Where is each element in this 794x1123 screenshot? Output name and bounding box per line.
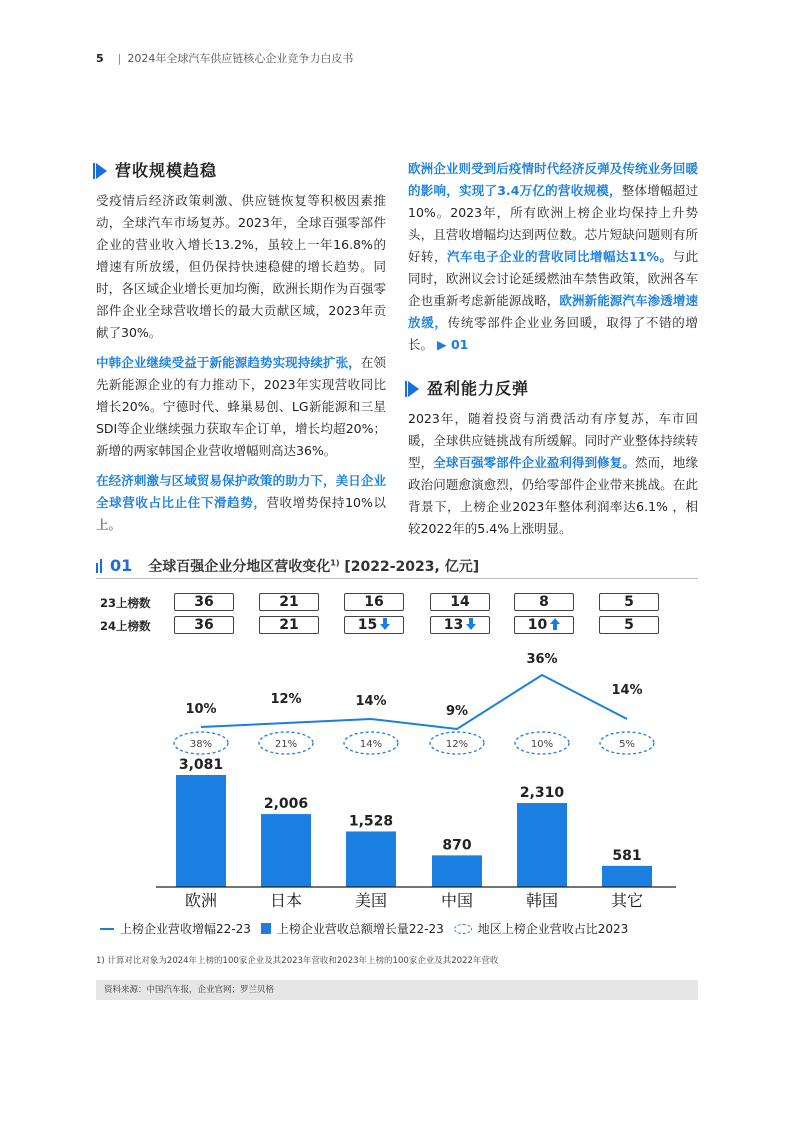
right-column xyxy=(408,158,698,548)
highlight-text: 汽车电子企业的营收同比增幅达11%。 xyxy=(447,249,673,264)
bar-value-label: 2,310 xyxy=(519,785,565,802)
count-box-23: 5 xyxy=(599,593,659,611)
bar xyxy=(602,866,652,887)
body-text: 整体增幅超过10%。2023年，所有欧洲上榜企业均保持上升势头，且营收增幅均达到两位数。芯片短缺问题则有所好转， xyxy=(408,183,698,264)
section-heading-profit xyxy=(408,378,698,400)
count-box-23: 21 xyxy=(259,593,319,611)
heading-marker-icon xyxy=(96,163,107,179)
share-label: 12% xyxy=(445,739,469,750)
count-box-24: 15 xyxy=(344,616,404,634)
body-text: 2023年，随着投资与消费活动有序复苏，车市回暖，全球供应链挑战有所缓解。同时产业整体持续转型， xyxy=(408,411,698,470)
paragraph xyxy=(96,352,386,462)
body-text: 传统零部件企业业务回暖，取得了不错的增长。 xyxy=(408,315,698,352)
bar xyxy=(261,814,311,887)
paragraph xyxy=(408,408,698,540)
share-label: 38% xyxy=(189,739,213,750)
legend-label: 地区上榜企业营收占比2023 xyxy=(477,922,629,936)
legend-item-line xyxy=(100,920,251,937)
category-label: 日本 xyxy=(269,891,303,910)
legend-item-bar xyxy=(261,920,444,937)
count-box-23: 16 xyxy=(344,593,404,611)
count-box-24: 21 xyxy=(259,616,319,634)
growth-label: 36% xyxy=(526,652,558,667)
bar-value-label: 870 xyxy=(442,837,472,854)
revenue-chart xyxy=(96,645,698,917)
header-separator: | xyxy=(117,52,122,65)
count-box-24: 10 xyxy=(514,616,574,634)
body-text: 与此同时，欧洲议会讨论延缓燃油车禁售政策，欧洲各车企也重新考虑新能源战略， xyxy=(408,249,698,308)
category-label: 其它 xyxy=(610,891,644,910)
heading-text: 营收规模趋稳 xyxy=(115,161,218,180)
arrow-up-icon xyxy=(550,618,560,630)
bar xyxy=(517,803,567,887)
highlight-text: 全球百强零部件企业盈利得到修复。 xyxy=(433,455,636,470)
figure-bars-icon xyxy=(96,559,104,573)
line-swatch-icon xyxy=(100,928,114,930)
heading-marker-icon xyxy=(408,381,419,397)
heading-text: 盈利能力反弹 xyxy=(427,379,530,398)
left-column xyxy=(96,160,386,544)
figure-header xyxy=(96,553,698,579)
count-box-23: 8 xyxy=(514,593,574,611)
legend-label: 上榜企业营收总额增长量22-23 xyxy=(276,922,444,936)
body-text: 在领先新能源企业的有力推动下，2023年实现营收同比增长20%。宁德时代、蜂巢易创、LG新能源和三星SDI等企业继续强力获取车企订单，增长均超20%；新增的两家韩国企业营收增幅则高达36%。 xyxy=(96,355,386,458)
count-row-label-24: 24上榜数 xyxy=(100,619,151,633)
bar-value-label: 1,528 xyxy=(348,813,394,830)
figure-title xyxy=(148,556,479,576)
legend-item-ellipse xyxy=(454,920,629,937)
bar xyxy=(346,831,396,887)
growth-label: 14% xyxy=(355,694,387,709)
bar-value-label: 581 xyxy=(612,847,642,864)
figure-reference-link[interactable]: ▶ 01 xyxy=(437,337,469,352)
count-box-24: 13 xyxy=(430,616,490,634)
category-label: 欧洲 xyxy=(184,891,218,910)
growth-label: 12% xyxy=(270,692,302,707)
bar-value-label: 3,081 xyxy=(178,757,224,773)
source-bar: 资料来源：中国汽车报，企业官网；罗兰贝格 xyxy=(96,980,698,1000)
share-label: 5% xyxy=(619,739,635,750)
count-box-24: 36 xyxy=(174,616,234,634)
document-title: 2024年全球汽车供应链核心企业竞争力白皮书 xyxy=(127,52,354,65)
share-label: 14% xyxy=(359,739,383,750)
count-box-23: 36 xyxy=(174,593,234,611)
legend-label: 上榜企业营收增幅22-23 xyxy=(120,922,251,936)
paragraph: 受疫情后经济政策刺激、供应链恢复等积极因素推动，全球汽车市场复苏。2023年，全球百强零部件企业的营业收入增长13.2%，虽较上一年16.8%的增速有所放缓，但仍保持快速稳健的增长趋势。同时，各区域企业增长更加均衡，欧洲长期作为百强零部件企业全球营收增长的最大贡献区域，2023年贡献了30%。 xyxy=(96,193,386,340)
figure-title-suffix: [2022-2023, 亿元] xyxy=(344,558,480,575)
figure-number: 01 xyxy=(110,556,133,575)
body-text: 营收增势保持10%以上。 xyxy=(96,495,386,532)
figure-footnote: 1) 计算对比对象为2024年上榜的100家企业及其2023年营收和2023年上榜的100家企业及其2022年营收 xyxy=(96,956,499,966)
highlight-text: 欧洲企业则受到后疫情时代经济反弹及传统业务回暖的影响，实现了3.4万亿的营收规模， xyxy=(408,161,698,198)
category-label: 韩国 xyxy=(525,891,559,910)
arrow-down-icon xyxy=(466,618,476,630)
growth-label: 10% xyxy=(185,702,217,717)
figure-title-text: 全球百强企业分地区营收变化 xyxy=(148,558,331,575)
figure-title-footnote-mark: 1) xyxy=(330,557,340,567)
ellipse-swatch-icon xyxy=(454,924,472,934)
category-label: 美国 xyxy=(354,891,388,910)
bar-value-label: 2,006 xyxy=(263,796,309,813)
arrow-down-icon xyxy=(380,618,390,630)
paragraph xyxy=(96,470,386,536)
highlight-text: 中韩企业继续受益于新能源趋势实现持续扩张， xyxy=(96,355,361,370)
growth-line xyxy=(201,675,627,729)
page-number: 5 xyxy=(96,52,104,65)
section-heading-revenue xyxy=(96,160,386,182)
growth-label: 14% xyxy=(611,683,643,698)
highlight-text: 在经济刺激与区域贸易保护政策的助力下，美日企业全球营收占比止住下滑趋势， xyxy=(96,473,386,510)
share-label: 10% xyxy=(530,739,554,750)
count-box-24: 5 xyxy=(599,616,659,634)
bar xyxy=(176,775,226,887)
highlight-text: 欧洲新能源汽车渗透增速放缓， xyxy=(408,293,698,330)
count-box-23: 14 xyxy=(430,593,490,611)
growth-label: 9% xyxy=(445,704,469,719)
running-header xyxy=(96,50,353,66)
share-label: 21% xyxy=(274,739,298,750)
category-label: 中国 xyxy=(440,891,474,910)
chart-legend xyxy=(100,920,638,937)
paragraph xyxy=(408,158,698,356)
bar-swatch-icon xyxy=(261,923,271,934)
body-text: 然而，地缘政治问题愈演愈烈，仍给零部件企业带来挑战。在此背景下，上榜企业2023年整体利润率达6.1% ，相较2022年的5.4%上涨明显。 xyxy=(408,455,698,536)
bar xyxy=(432,855,482,887)
count-row-label-23: 23上榜数 xyxy=(100,596,151,610)
